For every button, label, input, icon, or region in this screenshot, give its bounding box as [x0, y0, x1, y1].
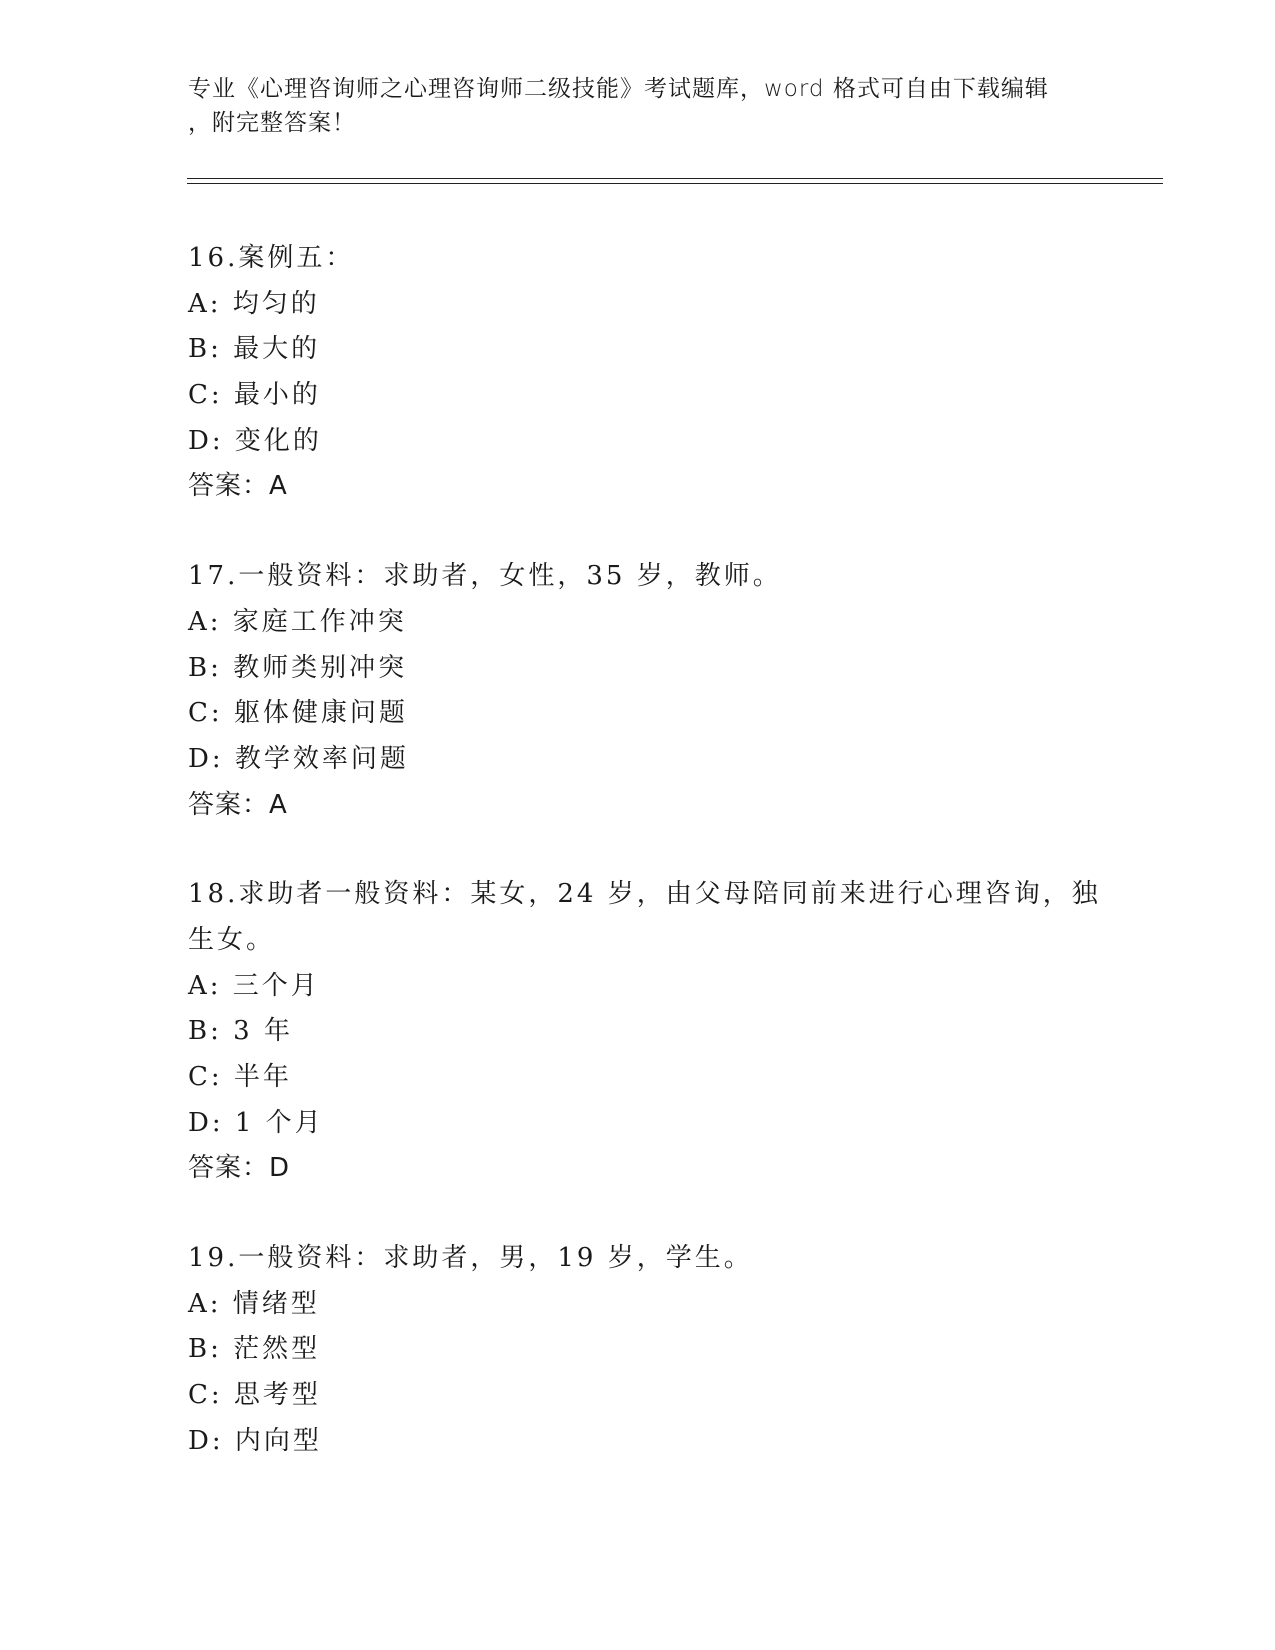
question-17	[188, 554, 1088, 828]
option-a: A: 家庭工作冲突	[188, 606, 407, 637]
header-divider-top	[187, 178, 1163, 179]
option-d: D: 教学效率问题	[188, 743, 409, 774]
option-b: B: 3 年	[188, 1016, 293, 1047]
answer-label: 答案：A	[188, 789, 288, 820]
option-c: C: 最小的	[188, 380, 321, 411]
header-line-1: 专业《心理咨询师之心理咨询师二级技能》考试题库，word 格式可自由下载编辑	[188, 76, 1049, 102]
option-a: A: 情绪型	[188, 1288, 320, 1319]
answer-label: 答案：A	[188, 471, 288, 502]
option-b: B: 最大的	[188, 334, 321, 365]
question-stem: 18.求助者一般资料：某女，24 岁，由父母陪同前来进行心理咨询，独	[188, 879, 1101, 910]
option-c: C: 半年	[188, 1062, 292, 1092]
option-c: C: 躯体健康问题	[188, 698, 408, 729]
option-b: B: 茫然型	[188, 1334, 321, 1365]
question-19	[188, 1236, 1088, 1464]
question-list	[188, 236, 1101, 1509]
question-stem: 16.案例五：	[188, 243, 355, 273]
option-b: B: 教师类别冲突	[188, 652, 408, 683]
question-stem: 17.一般资料：求助者，女性，35 岁，教师。	[188, 561, 782, 592]
option-d: D: 内向型	[188, 1425, 322, 1456]
answer-label: 答案：D	[188, 1153, 291, 1184]
question-stem: 19.一般资料：求助者，男，19 岁，学生。	[188, 1243, 753, 1274]
header-line-2: ，附完整答案！	[188, 110, 356, 136]
question-16	[188, 236, 1088, 510]
document-header	[188, 72, 1068, 140]
option-c: C: 思考型	[188, 1380, 321, 1411]
option-a: A: 均匀的	[188, 288, 320, 319]
header-divider-bottom	[187, 183, 1163, 184]
option-d: D: 变化的	[188, 425, 322, 456]
option-d: D: 1 个月	[188, 1107, 324, 1138]
option-a: A: 三个月	[188, 970, 320, 1001]
question-18	[188, 872, 1101, 1192]
question-stem-continued: 生女。	[188, 924, 276, 955]
